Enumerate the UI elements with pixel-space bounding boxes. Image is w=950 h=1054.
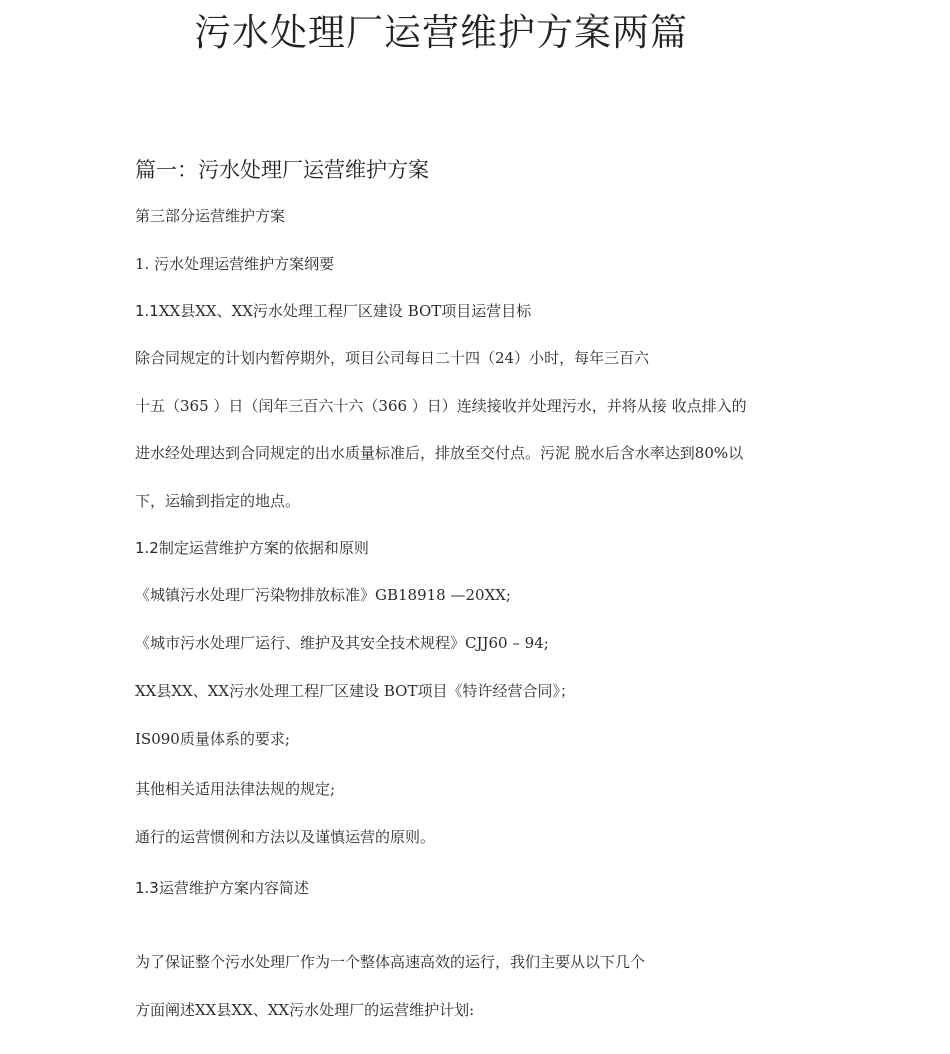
item-1-3-number: 1.3 — [135, 879, 159, 897]
paragraph-2-line-1: 为了保证整个污水处理厂作为一个整体高速高效的运行，我们主要从以下几个 — [135, 953, 646, 971]
item-1-2-heading — [135, 537, 369, 558]
item-1-2-number: 1.2 — [135, 539, 159, 557]
basis-item-4: IS090质量体系的要求; — [135, 730, 290, 748]
basis-item-1: 《城镇污水处理厂污染物排放标准》GB18918 —20XX; — [135, 586, 511, 604]
item-1-3-heading — [135, 877, 309, 898]
item-1-2-text: 制定运营维护方案的依据和原则 — [158, 539, 369, 557]
basis-item-6: 通行的运营惯例和方法以及谨慎运营的原则。 — [135, 828, 436, 846]
part-heading: 篇一：污水处理厂运营维护方案 — [135, 158, 429, 182]
item-1-3-text: 运营维护方案内容简述 — [158, 879, 309, 897]
item-1-heading: 1. 污水处理运营维护方案纲要 — [135, 255, 335, 273]
paragraph-1-line-3: 进水经处理达到合同规定的出水质量标准后，排放至交付点。污泥 脱水后含水率达到80%以 — [135, 444, 744, 462]
paragraph-1-line-1: 除合同规定的计划内暂停期外，项目公司每日二十四（24）小时，每年三百六 — [135, 349, 650, 367]
document-title: 污水处理厂运营维护方案两篇 — [194, 11, 688, 54]
basis-item-5: 其他相关适用法律法规的规定; — [135, 780, 336, 798]
paragraph-1-line-2: 十五（365 ）日（闰年三百六十六（366 ）日）连续接收并处理污水，并将从接 收点排入的 — [135, 397, 747, 415]
paragraph-1-line-4: 下，运输到指定的地点。 — [135, 492, 301, 510]
section-heading: 第三部分运营维护方案 — [135, 207, 286, 225]
paragraph-2-line-2: 方面阐述XX县XX、XX污水处理厂的运营维护计划: — [135, 1001, 475, 1019]
item-1-1-number: 1.1 — [135, 302, 159, 320]
basis-item-2: 《城市污水处理厂运行、维护及其安全技术规程》CJJ60 – 94; — [135, 634, 549, 652]
item-1-1-heading — [135, 300, 531, 321]
basis-item-3: XX县XX、XX污水处理工程厂区建设 BOT项目《特许经营合同》； — [135, 682, 575, 700]
item-1-1-text: XX县XX、XX污水处理工程厂区建设 BOT项目运营目标 — [158, 302, 532, 320]
